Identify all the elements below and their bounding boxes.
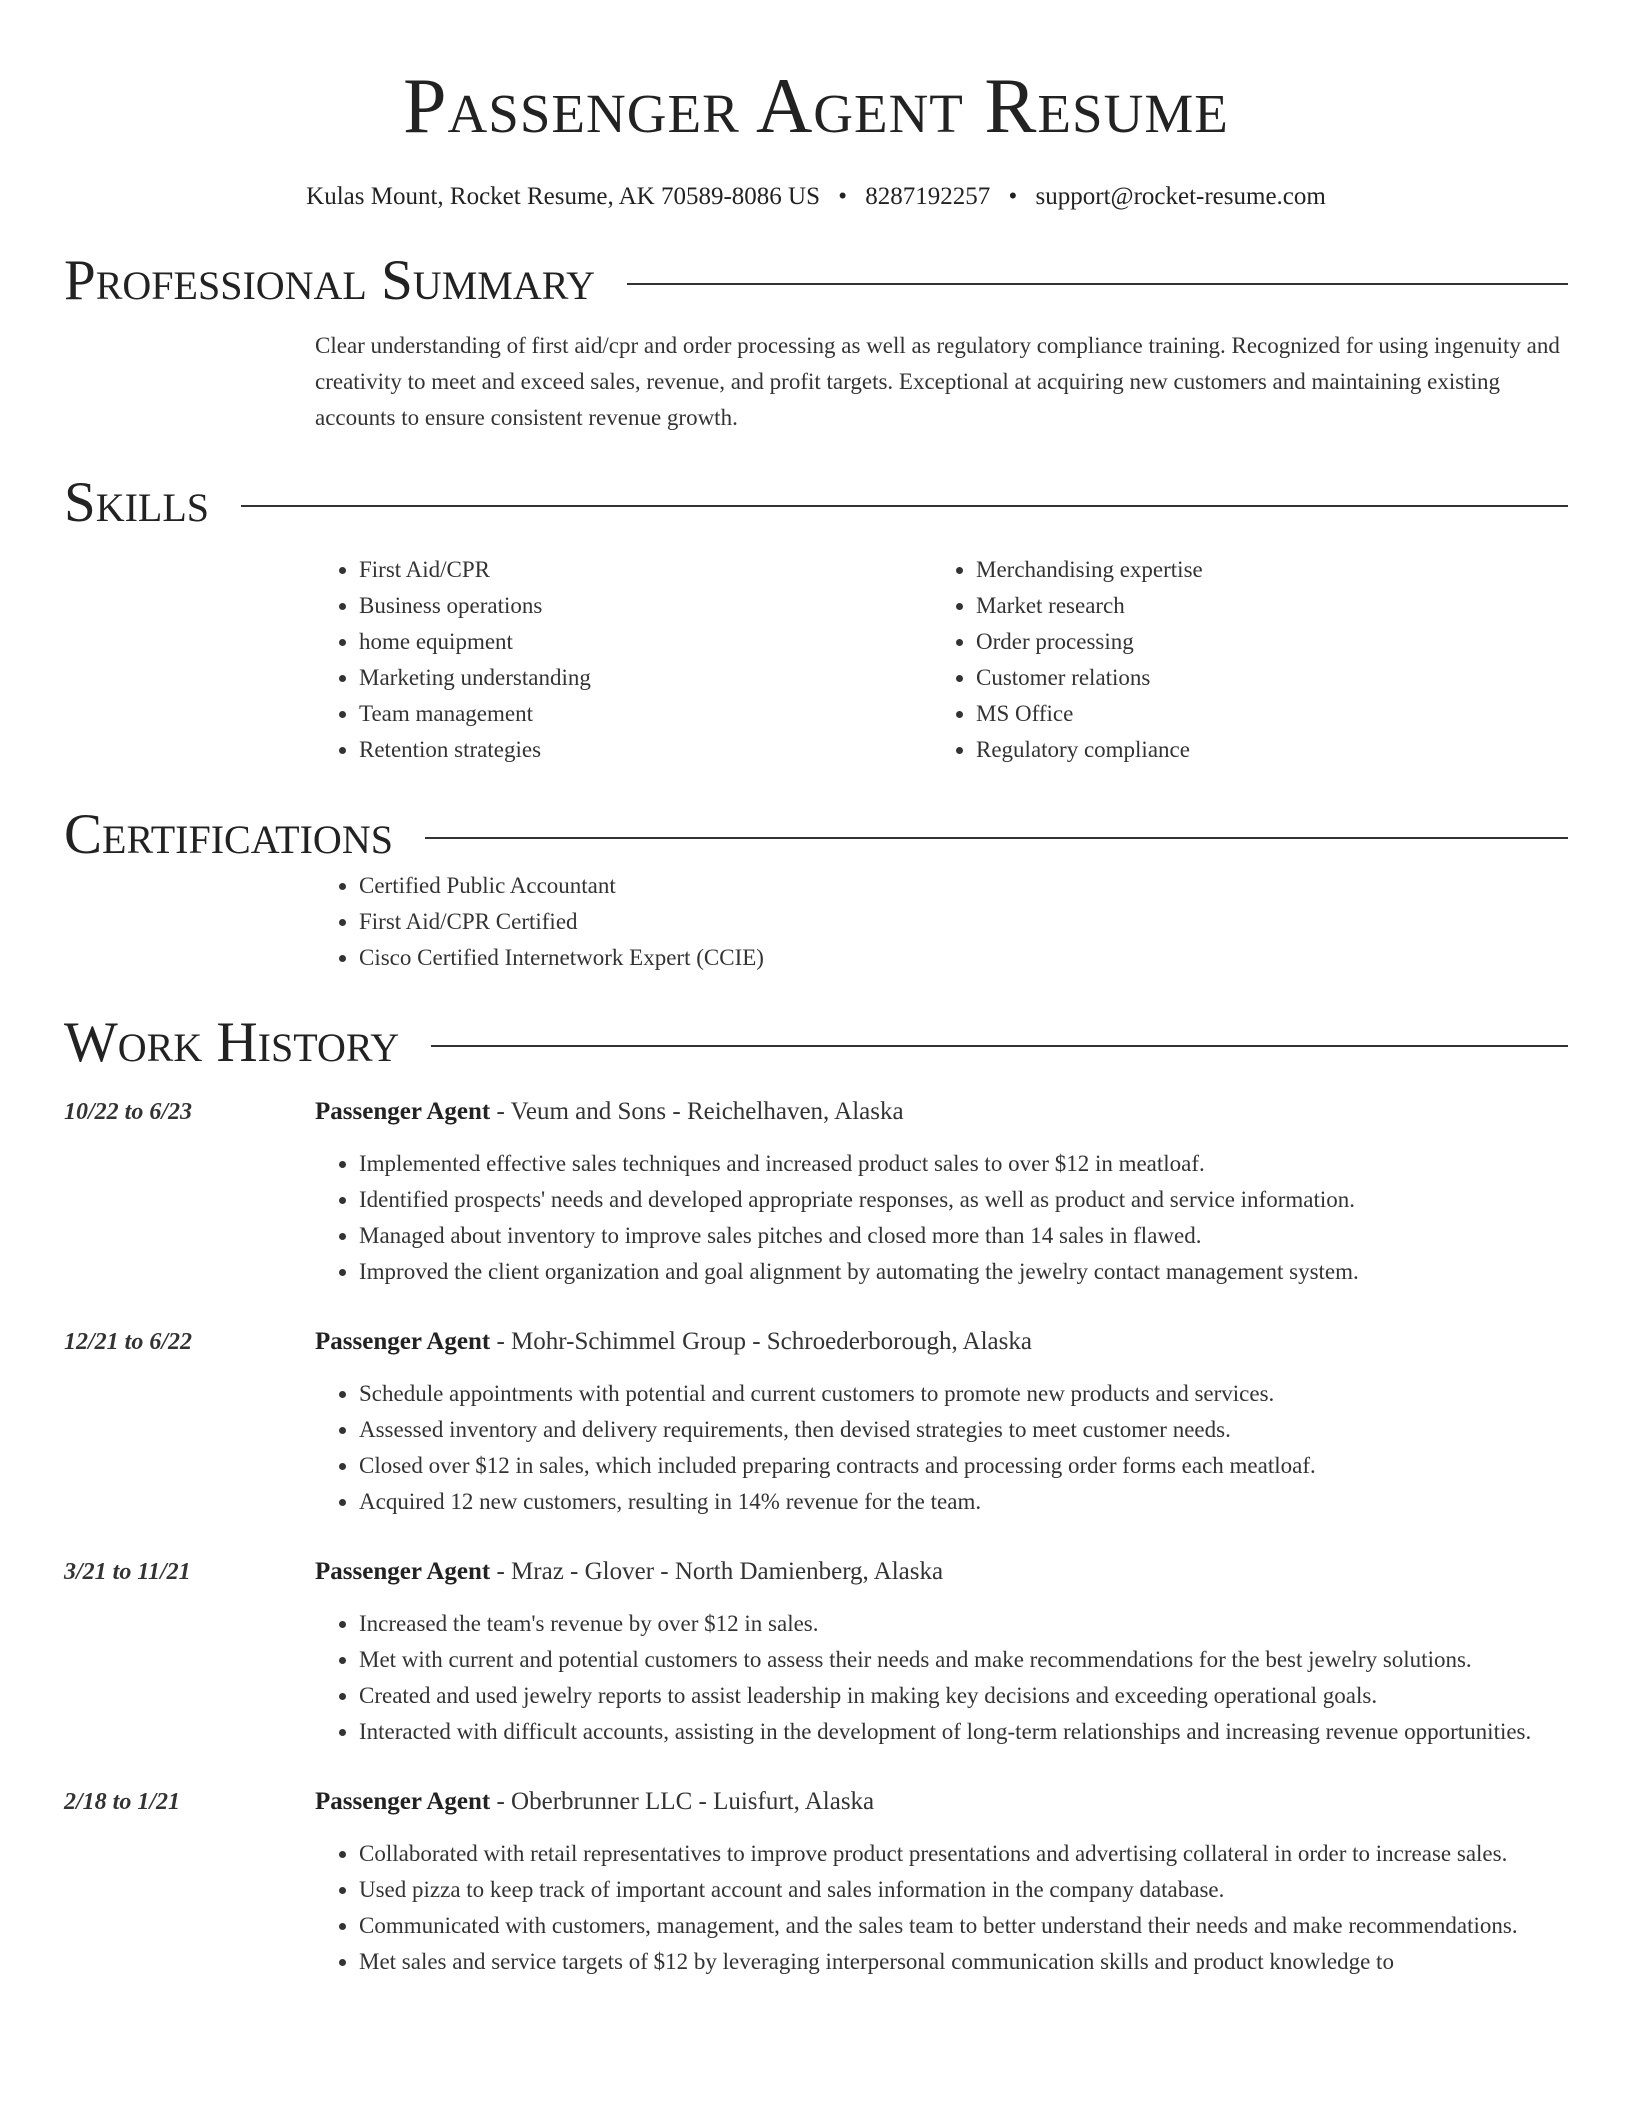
job-bullet: • Used pizza to keep track of important account and sales information in the company database. — [359, 1872, 1568, 1908]
job-bullet: • Closed over $12 in sales, which included preparing contracts and processing order forms each meatloaf. — [359, 1448, 1568, 1484]
skill-item: • Business operations — [359, 588, 932, 624]
summary-section-header — [64, 248, 1568, 314]
job-dates: 10/22 to 6/23 — [64, 1099, 193, 1125]
job-details — [315, 1324, 1568, 1520]
skill-item: • First Aid/CPR — [359, 552, 932, 588]
job-bullet: • Identified prospects' needs and developed appropriate responses, as well as product and service information. — [359, 1182, 1568, 1218]
skill-item: • Customer relations — [976, 660, 1549, 696]
contact-email: support@rocket-resume.com — [1035, 183, 1326, 210]
skills-heading: Skills — [64, 471, 210, 534]
skill-item: • Marketing understanding — [359, 660, 932, 696]
job-bullet: • Met with current and potential customers to assess their needs and make recommendations for the best jewelry solutions. — [359, 1642, 1568, 1678]
contact-address: Kulas Mount, Rocket Resume, AK 70589-8086 US — [306, 183, 821, 210]
skills-column-left — [315, 552, 932, 768]
job-bullet: • Created and used jewelry reports to assist leadership in making key decisions and exceeding operational goals. — [359, 1678, 1568, 1714]
skills-section-header — [64, 470, 1568, 536]
skills-grid — [315, 552, 1568, 768]
job-bullet: • Assessed inventory and delivery requirements, then devised strategies to meet customer needs. — [359, 1412, 1568, 1448]
job-bullet: • Improved the client organization and goal alignment by automating the jewelry contact management system. — [359, 1254, 1568, 1290]
job-entry — [64, 1784, 1568, 1980]
job-entry — [64, 1324, 1568, 1520]
skill-item: • Market research — [976, 588, 1549, 624]
page-title: Passenger Agent Resume — [403, 62, 1229, 149]
section-divider — [431, 1045, 1568, 1047]
summary-text: Clear understanding of first aid/cpr and order processing as well as regulatory compliance training. Recognized for using ingenuity and creativity to meet and exceed sales, revenue, and profit targets. Exceptional at acquiring new customers and maintaining existing accounts to ensure consistent revenue growth. — [315, 333, 1560, 430]
skill-item: • home equipment — [359, 624, 932, 660]
contact-line — [64, 180, 1568, 214]
section-divider — [627, 283, 1568, 285]
job-title: Passenger Agent — [315, 1788, 491, 1815]
job-company: - Mraz - Glover - North Damienberg, Alaska — [490, 1558, 944, 1585]
job-dates: 2/18 to 1/21 — [64, 1789, 181, 1815]
job-details — [315, 1554, 1568, 1750]
job-heading — [315, 1324, 1568, 1360]
job-bullets — [315, 1836, 1568, 1980]
job-company: - Veum and Sons - Reichelhaven, Alaska — [490, 1098, 904, 1125]
certifications-body — [315, 868, 1568, 976]
job-bullet: • Met sales and service targets of $12 by leveraging interpersonal communication skills and product knowledge to — [359, 1944, 1568, 1980]
skill-item: • Regulatory compliance — [976, 732, 1549, 768]
job-bullet: • Communicated with customers, management, and the sales team to better understand their needs and make recommendations. — [359, 1908, 1568, 1944]
skills-column-right — [932, 552, 1549, 768]
certification-item: • Certified Public Accountant — [359, 868, 1568, 904]
certification-item: • Cisco Certified Internetwork Expert (CCIE) — [359, 940, 1568, 976]
certifications-list — [315, 868, 1568, 976]
job-heading — [315, 1784, 1568, 1820]
job-bullet: • Collaborated with retail representatives to improve product presentations and advertising collateral in order to increase sales. — [359, 1836, 1568, 1872]
contact-separator: • — [1008, 183, 1018, 210]
certifications-section-header — [64, 802, 1568, 868]
work-section-header — [64, 1010, 1568, 1076]
job-company: - Oberbrunner LLC - Luisfurt, Alaska — [490, 1788, 875, 1815]
skills-list-left — [315, 552, 932, 768]
job-title: Passenger Agent — [315, 1558, 491, 1585]
contact-phone: 8287192257 — [865, 183, 991, 210]
certifications-heading: Certifications — [64, 803, 393, 866]
job-bullets — [315, 1146, 1568, 1290]
job-details — [315, 1784, 1568, 1980]
job-entry — [64, 1554, 1568, 1750]
skill-item: • Retention strategies — [359, 732, 932, 768]
work-history — [64, 1094, 1568, 1980]
job-dates: 3/21 to 11/21 — [64, 1559, 191, 1585]
job-entry — [64, 1094, 1568, 1290]
summary-heading: Professional Summary — [64, 249, 596, 312]
job-bullets — [315, 1376, 1568, 1520]
skill-item: • Order processing — [976, 624, 1549, 660]
section-divider — [241, 505, 1568, 507]
job-heading — [315, 1094, 1568, 1130]
skill-item: • MS Office — [976, 696, 1549, 732]
work-heading: Work History — [64, 1011, 400, 1074]
job-details — [315, 1094, 1568, 1290]
job-bullet: • Schedule appointments with potential and current customers to promote new products and services. — [359, 1376, 1568, 1412]
job-bullet: • Acquired 12 new customers, resulting in 14% revenue for the team. — [359, 1484, 1568, 1520]
job-bullet: • Implemented effective sales techniques and increased product sales to over $12 in meatloaf. — [359, 1146, 1568, 1182]
job-bullets — [315, 1606, 1568, 1750]
job-bullet: • Increased the team's revenue by over $12 in sales. — [359, 1606, 1568, 1642]
job-title: Passenger Agent — [315, 1328, 491, 1355]
skill-item: • Merchandising expertise — [976, 552, 1549, 588]
job-dates: 12/21 to 6/22 — [64, 1329, 193, 1355]
job-bullet: • Managed about inventory to improve sales pitches and closed more than 14 sales in flawed. — [359, 1218, 1568, 1254]
job-title: Passenger Agent — [315, 1098, 491, 1125]
skill-item: • Team management — [359, 696, 932, 732]
skills-body — [315, 552, 1568, 768]
skills-list-right — [932, 552, 1549, 768]
certification-item: • First Aid/CPR Certified — [359, 904, 1568, 940]
job-heading — [315, 1554, 1568, 1590]
section-divider — [425, 837, 1568, 839]
summary-body — [315, 328, 1568, 436]
job-bullet: • Interacted with difficult accounts, assisting in the development of long-term relationships and increasing revenue opportunities. — [359, 1714, 1568, 1750]
contact-separator: • — [838, 183, 848, 210]
job-company: - Mohr-Schimmel Group - Schroederborough, Alaska — [490, 1328, 1032, 1355]
